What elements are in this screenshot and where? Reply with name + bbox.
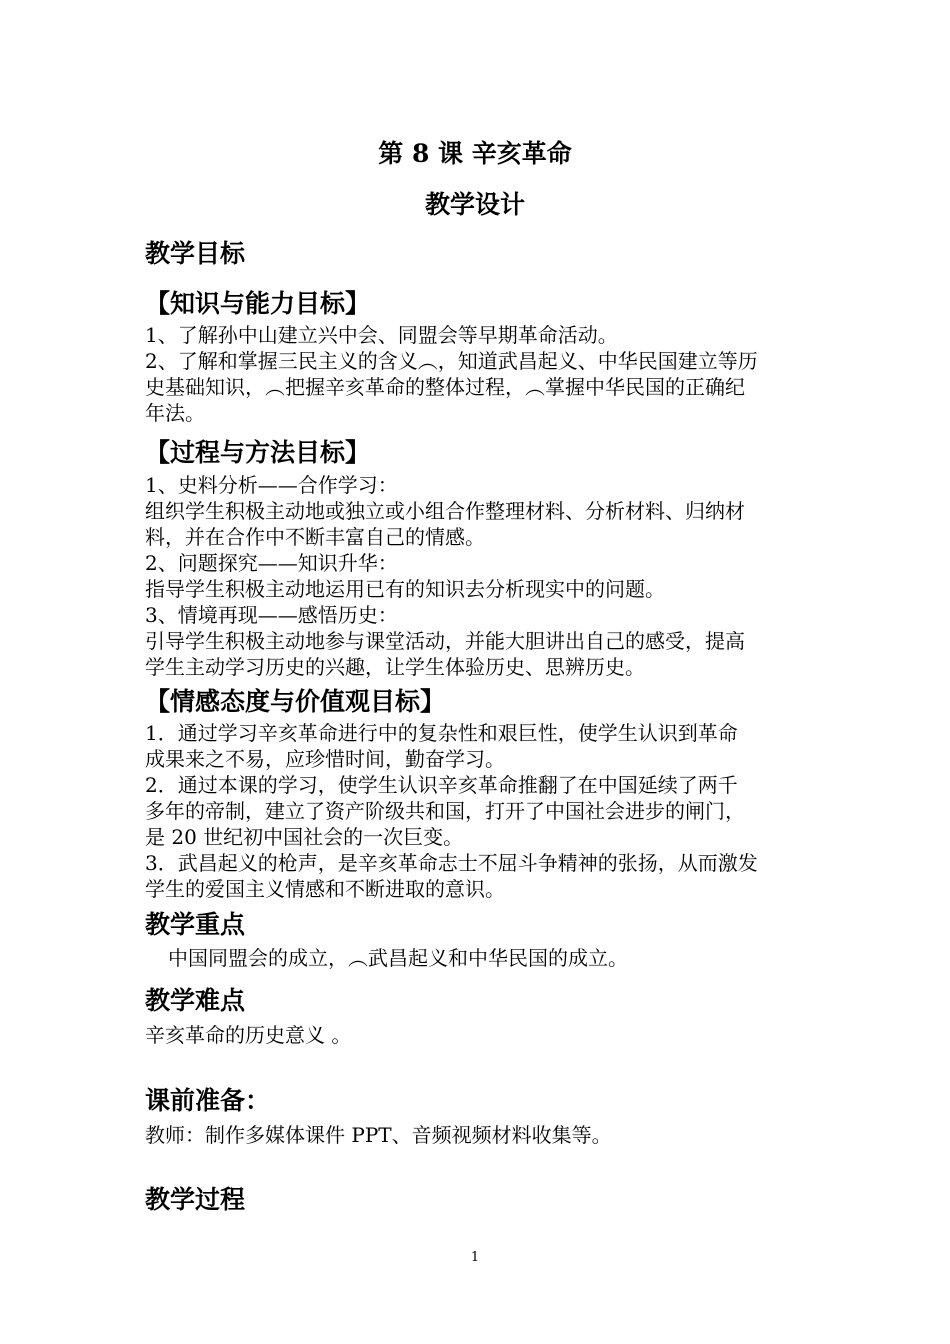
knowledge-line: 1、了解孙中山建立兴中会、同盟会等早期革命活动。 xyxy=(145,323,618,347)
key-points-heading: 教学重点 xyxy=(145,910,246,939)
process-line: 2、问题探究——知识升华： xyxy=(145,551,398,575)
procedure-heading: 教学过程 xyxy=(145,1185,246,1214)
difficulties-text: 辛亥革命的历史意义 。 xyxy=(145,1023,352,1047)
knowledge-paragraph xyxy=(145,322,810,426)
process-line: 3、情境再现——感悟历史： xyxy=(145,603,398,627)
emotion-paragraph xyxy=(145,720,810,902)
emotion-line: 3．武昌起义的枪声，是辛亥革命志士不屈斗争精神的张扬，从而激发 xyxy=(145,851,758,875)
process-line: 引导学生积极主动地参与课堂活动，并能大胆讲出自己的感受，提高 xyxy=(145,629,745,653)
process-heading: 【过程与方法目标】 xyxy=(145,438,371,467)
preparation-heading: 课前准备： xyxy=(145,1086,271,1115)
preparation-text: 教师：制作多媒体课件 PPT、音频视频材料收集等。 xyxy=(145,1123,612,1147)
emotion-line: 多年的帝制，建立了资产阶级共和国，打开了中国社会进步的闸门， xyxy=(145,799,745,823)
emotion-line: 2．通过本课的学习，使学生认识辛亥革命推翻了在中国延续了两千 xyxy=(145,773,738,797)
knowledge-line: 2、了解和掌握三民主义的含义︵，知道武昌起义、中华民国建立等历 xyxy=(145,349,758,373)
lesson-title: 第 8 课 辛亥革命 xyxy=(378,139,572,168)
page-number: 1 xyxy=(470,1250,480,1265)
knowledge-line: 史基础知识，︵把握辛亥革命的整体过程，︵掌握中华民国的正确纪 xyxy=(145,375,745,399)
emotion-line: 是 20 世纪初中国社会的一次巨变。 xyxy=(145,825,464,849)
process-line: 指导学生积极主动地运用已有的知识去分析现实中的问题。 xyxy=(145,577,665,601)
process-paragraph xyxy=(145,472,810,680)
process-line: 料，并在合作中不断丰富自己的情感。 xyxy=(145,525,485,549)
process-line: 学生主动学习历史的兴趣，让学生体验历史、思辨历史。 xyxy=(145,655,645,679)
emotion-line: 1．通过学习辛亥革命进行中的复杂性和艰巨性，使学生认识到革命 xyxy=(145,721,738,745)
objectives-heading: 教学目标 xyxy=(145,239,246,268)
emotion-heading: 【情感态度与价值观目标】 xyxy=(145,687,446,716)
knowledge-heading: 【知识与能力目标】 xyxy=(145,289,371,318)
emotion-line: 成果来之不易，应珍惜时间，勤奋学习。 xyxy=(145,747,505,771)
process-line: 组织学生积极主动地或独立或小组合作整理材料、分析材料、归纳材 xyxy=(145,499,745,523)
lesson-subtitle: 教学设计 xyxy=(424,190,525,219)
key-points-text: 中国同盟会的成立，︵武昌起义和中华民国的成立。 xyxy=(168,946,628,970)
emotion-line: 学生的爱国主义情感和不断进取的意识。 xyxy=(145,877,505,901)
knowledge-line: 年法。 xyxy=(145,401,205,425)
difficulties-heading: 教学难点 xyxy=(145,986,246,1015)
process-line: 1、史料分析——合作学习： xyxy=(145,473,398,497)
